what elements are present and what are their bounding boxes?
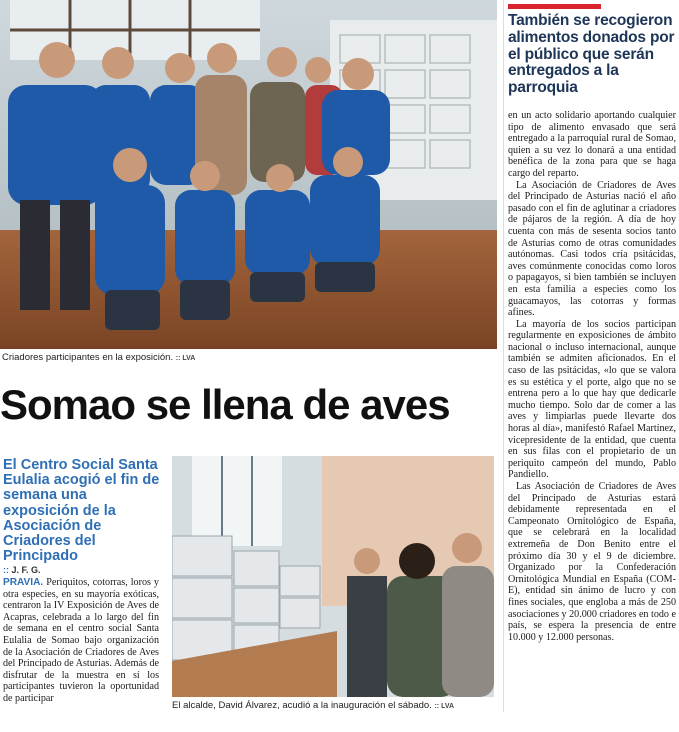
byline-marker: ::	[3, 565, 9, 575]
headline: Somao se llena de aves	[0, 381, 450, 428]
caption-credit: :: LVA	[434, 703, 455, 710]
column-divider	[503, 0, 504, 712]
paragraph: Las Asociación de Criadores de Aves del Principado de Asturias estará debidamente representada en el Campeonato Ornitológico de España, que se celebrará en la localidad extremeña de Don Benito entre el próximo día 30 y el 9 de diciembre. Organizado por la Confederación Ornitológica Mundial en España (COM-E), entidad sin ánimo de lucro y con fines sociales, que engloba a más de 250 asociaciones y 20.000 criadores en todo e país, se espera la presencia de entre 10.000 y 12.000 personas.	[508, 481, 676, 643]
paragraph: La mayoría de los socios participan regularmente en exposiciones de ámbito nacional o incluso internacional, aunque también se admiten aficionados. En el caso de las psitácidas, «lo que se valora es su estética y el porte, algo que no se entrena pero a lo que hay que dedicarle mucho tiempo. Solo dar de comer a las aves y limpiarlas puede llevarte dos horas al día», manifestó Rafael Martínez, vicepresidente de la entidad, que cuenta en sus filas con el propietario de un periquito campeón del mundo, Pablo Pandiello.	[508, 318, 676, 481]
right-article-column	[508, 110, 676, 643]
caption-text: Criadores participantes en la exposición.	[2, 352, 174, 363]
caption-text: El alcalde, David Álvarez, acudió a la inauguración el sábado.	[172, 700, 432, 711]
byline	[3, 565, 158, 575]
dateline: PRAVIA.	[3, 577, 44, 588]
caption-credit: :: LVA	[175, 355, 196, 362]
photo-caption	[172, 700, 454, 711]
paragraph: en un acto solidario aportando cualquier tipo de alimento envasado que será entregado a la parroquial rural de Somao, quien a su vez lo donará a una entidad benéfica de la zona para que se haga cargo del reparto.	[508, 110, 676, 179]
lead-text: Periquitos, cotorras, loros y otra especies, en su mayoría exóticas, centraron la IV Exposición de Aves de Acapras, celebrada a lo largo del fin de semana en el centro social Santa Eulalia de Somao bajo organización de la Asociación de Criadores de Aves del Principado de Asturias. Además de disfrutar de la muestra en sí los participantes tuvieron la oportunidad de participar	[3, 577, 159, 704]
lead-column	[3, 577, 159, 705]
lead-paragraph	[3, 577, 159, 705]
sidebar-heading: También se recogieron alimentos donados por el público que serán entregados a la parroquia	[508, 12, 675, 97]
paragraph: La Asociación de Criadores de Aves del Principado de Asturias nació el año pasado con el fin de aglutinar a criadores de pájaros de la región. A día de hoy cuenta con más de sesenta socios tanto de Asturias como de otras comunidades autónomas. Casi todos cría psitácidas, aves comúnmente conocidas como loros o papagayos, si bien también se incluyen en esta familia a especies como los guacamayos, las cotorras y formas afines.	[508, 179, 676, 319]
accent-bar	[508, 4, 601, 9]
inauguration-photo	[172, 456, 494, 697]
subheadline: El Centro Social Santa Eulalia acogió el fin de semana una exposición de la Asociación de Criadores del Principado	[3, 457, 160, 565]
byline-author: J. F. G.	[11, 565, 41, 575]
group-photo	[0, 0, 497, 349]
photo-caption	[2, 352, 195, 363]
